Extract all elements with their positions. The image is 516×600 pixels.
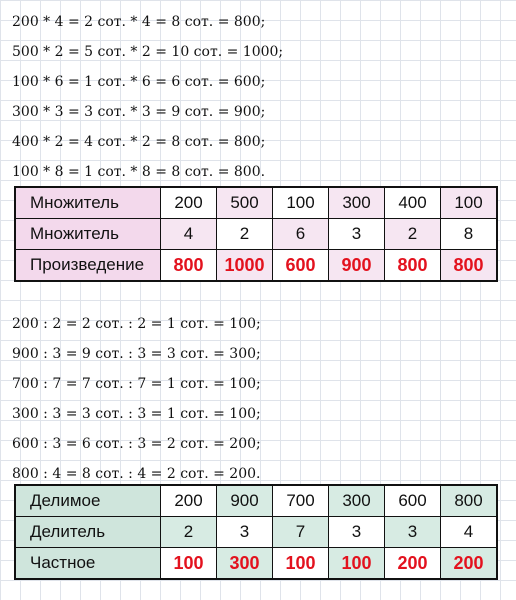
- table-cell: 700: [273, 485, 329, 517]
- table-cell: 300: [329, 187, 385, 219]
- table-row: [15, 548, 497, 580]
- table-cell: 600: [385, 485, 441, 517]
- multiplication-table: [14, 186, 498, 282]
- table-row: [15, 485, 497, 517]
- mult-line-1: 200 * 4 = 2 сот. * 4 = 8 сот. = 800;: [12, 14, 266, 30]
- table-cell: 3: [385, 517, 441, 548]
- table-cell: 2: [161, 517, 217, 548]
- table-cell: 4: [441, 517, 498, 548]
- div-line-3: 700 : 7 = 7 сот. : 7 = 1 сот. = 100;: [12, 376, 261, 392]
- table-cell: 3: [329, 517, 385, 548]
- row-label-dividend: Делимое: [15, 485, 161, 517]
- table-cell-result: 800: [385, 250, 441, 282]
- table-cell-result: 200: [385, 548, 441, 580]
- table-row: [15, 219, 497, 250]
- table-cell: 100: [441, 187, 498, 219]
- table-cell: 500: [217, 187, 273, 219]
- table-row: [15, 517, 497, 548]
- table-cell: 900: [217, 485, 273, 517]
- table-cell: 2: [385, 219, 441, 250]
- table-cell: 800: [441, 485, 498, 517]
- mult-line-5: 400 * 2 = 4 сот. * 2 = 8 сот. = 800;: [12, 134, 266, 150]
- table-cell-result: 900: [329, 250, 385, 282]
- table-row: [15, 187, 497, 219]
- table-cell-result: 100: [329, 548, 385, 580]
- div-line-2: 900 : 3 = 9 сот. : 3 = 3 сот. = 300;: [12, 346, 261, 362]
- table-cell: 8: [441, 219, 498, 250]
- div-line-5: 600 : 3 = 6 сот. : 3 = 2 сот. = 200;: [12, 436, 261, 452]
- row-label-product: Произведение: [15, 250, 161, 282]
- row-label-multiplier-1: Множитель: [15, 187, 161, 219]
- row-label-multiplier-2: Множитель: [15, 219, 161, 250]
- mult-line-2: 500 * 2 = 5 сот. * 2 = 10 сот. = 1000;: [12, 44, 284, 60]
- mult-line-6: 100 * 8 = 1 сот. * 8 = 8 сот. = 800.: [12, 164, 266, 180]
- table-cell-result: 600: [273, 250, 329, 282]
- table-cell-result: 800: [441, 250, 498, 282]
- table-row: [15, 250, 497, 282]
- table-cell: 6: [273, 219, 329, 250]
- row-label-divisor: Делитель: [15, 517, 161, 548]
- table-cell: 3: [217, 517, 273, 548]
- table-cell-result: 300: [217, 548, 273, 580]
- table-cell-result: 100: [161, 548, 217, 580]
- table-cell-result: 100: [273, 548, 329, 580]
- table-cell: 300: [329, 485, 385, 517]
- table-cell-result: 800: [161, 250, 217, 282]
- div-line-4: 300 : 3 = 3 сот. : 3 = 1 сот. = 100;: [12, 406, 261, 422]
- div-line-1: 200 : 2 = 2 сот. : 2 = 1 сот. = 100;: [12, 316, 261, 332]
- table-cell: 200: [161, 485, 217, 517]
- table-cell: 400: [385, 187, 441, 219]
- row-label-quotient: Частное: [15, 548, 161, 580]
- division-table: [14, 484, 498, 580]
- table-cell-result: 1000: [217, 250, 273, 282]
- table-cell: 4: [161, 219, 217, 250]
- table-cell: 200: [161, 187, 217, 219]
- table-cell-result: 200: [441, 548, 498, 580]
- table-cell: 7: [273, 517, 329, 548]
- mult-line-4: 300 * 3 = 3 сот. * 3 = 9 сот. = 900;: [12, 104, 266, 120]
- table-cell: 2: [217, 219, 273, 250]
- div-line-6: 800 : 4 = 8 сот. : 4 = 2 сот. = 200.: [12, 466, 261, 482]
- table-cell: 100: [273, 187, 329, 219]
- mult-line-3: 100 * 6 = 1 сот. * 6 = 6 сот. = 600;: [12, 74, 266, 90]
- table-cell: 3: [329, 219, 385, 250]
